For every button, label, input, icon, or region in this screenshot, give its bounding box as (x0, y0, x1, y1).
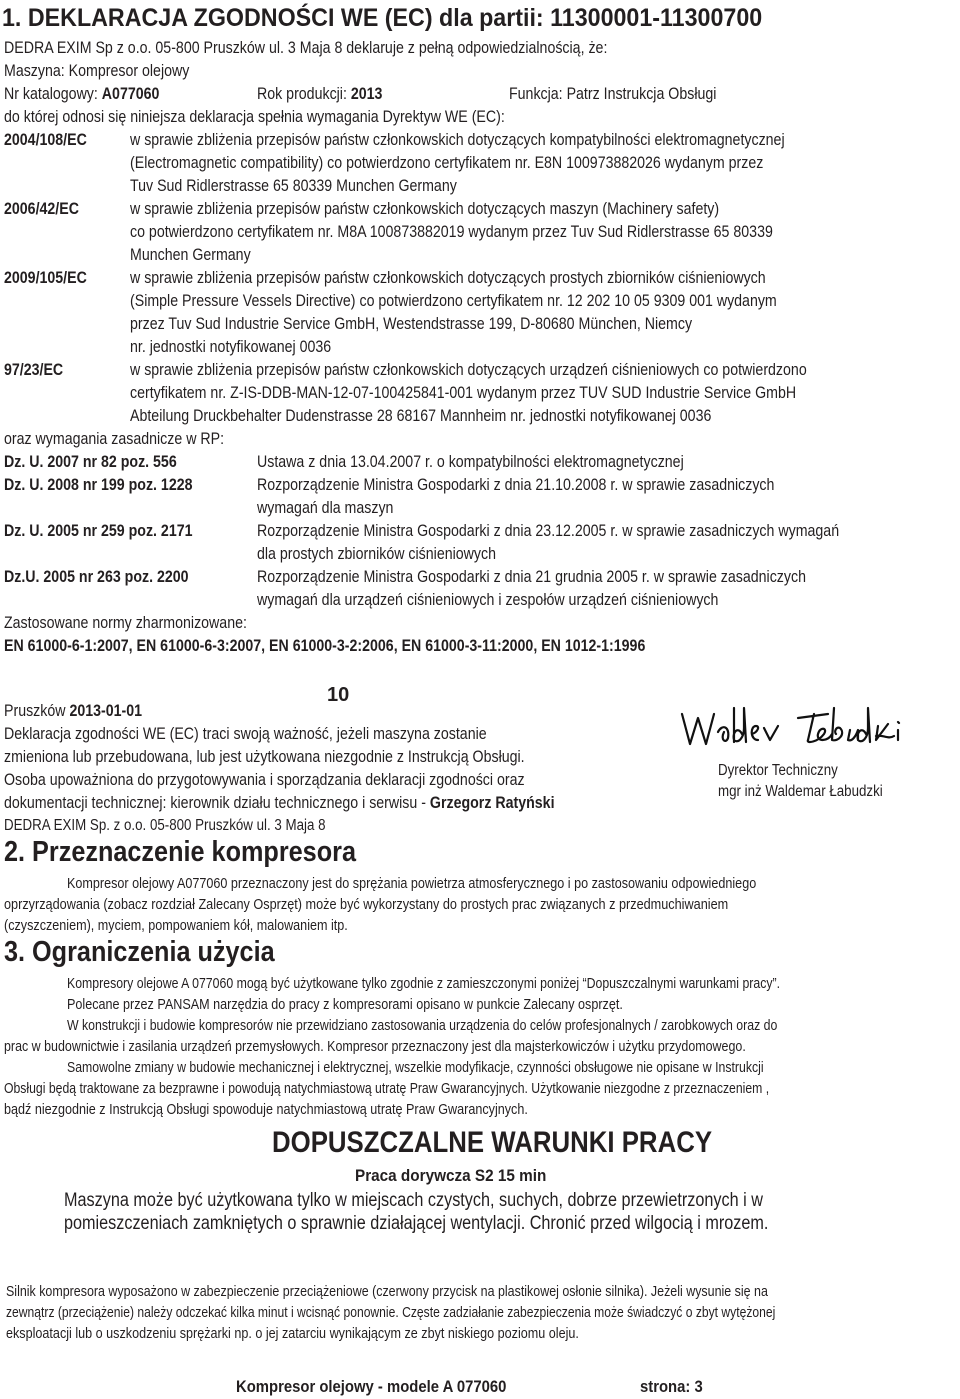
law-ref: Dz.U. 2005 nr 263 poz. 2200 (4, 568, 189, 586)
authorized-name: Grzegorz Ratyński (429, 794, 555, 812)
law-ref: Dz. U. 2005 nr 259 poz. 2171 (4, 522, 193, 540)
conditions-title: DOPUSZCZALNE WARUNKI PRACY (272, 1126, 713, 1159)
signer-name: mgr inż Waldemar Łabudzki (718, 783, 883, 800)
section2-title: 2. Przeznaczenie kompresora (4, 836, 356, 868)
law-line: Rozporządzenie Ministra Gospodarki z dnia 21.10.2008 r. w sprawie zasadniczych (257, 476, 775, 494)
section2-line: oprzyrządowania (zobacz rozdział Zalecany Osprzęt) może być wykorzystany do prostych prac związanych z przedmuchiwaniem (4, 896, 729, 913)
law-line: Rozporządzenie Ministra Gospodarki z dnia 21 grudnia 2005 r. w sprawie zasadniczych (257, 568, 806, 586)
year-field (257, 85, 382, 104)
directive-code: 2004/108/EC (4, 131, 87, 149)
law-line: wymagań dla urządzeń ciśnieniowych i zespołów urządzeń ciśnieniowych (257, 591, 719, 609)
validity-line: zmieniona lub przebudowana, lub jest użytkowana niezgodnie z Instrukcją Obsługi. (4, 748, 525, 766)
note-line: eksploatacji lub o uszkodzeniu sprężarki np. o jej zatarciu wynikającym ze zbyt niskiego poziomu oleju. (6, 1325, 579, 1342)
footer-model: Kompresor olejowy - modele A 077060 (236, 1378, 507, 1396)
authorized-line: Osoba upoważniona do przygotowywania i sporządzania deklaracji zgodności oraz (4, 771, 525, 789)
directive-line: nr. jednostki notyfikowanej 0036 (130, 338, 332, 356)
section2-line: (czyszczeniem), myciem, pompowaniem kół, malowaniem itp. (4, 917, 348, 934)
authorized-line (4, 794, 555, 813)
section3-line: Samowolne zmiany w budowie mechanicznej i elektrycznej, wszelkie modyfikacje, czynności obsługowe nie opisane w Instrukcji (67, 1059, 764, 1076)
conditions-line: Maszyna może być użytkowana tylko w miejscach czystych, suchych, dobrze przewietrzonych i w (64, 1190, 763, 1211)
directive-code: 2009/105/EC (4, 269, 87, 287)
section3-line: Kompresory olejowe A 077060 mogą być użytkowane tylko zgodnie z zamieszczonymi poniżej “Dopuszczalnymi warunkami pracy”. (67, 975, 781, 992)
company-short: DEDRA EXIM Sp. z o.o. 05-800 Pruszków ul. 3 Maja 8 (4, 817, 326, 834)
conditions-line: pomieszczeniach zamkniętych o sprawnie działającej wentylacji. Chronić przed wilgocią i mrozem. (64, 1213, 769, 1234)
directive-line: Abteilung Druckbehalter Dudenstrasse 28 68167 Mannheim nr. jednostki notyfikowanej 0036 (130, 407, 712, 425)
law-line: Rozporządzenie Ministra Gospodarki z dnia 23.12.2005 r. w sprawie zasadniczych wymagań (257, 522, 840, 540)
section2-line: Kompresor olejowy A077060 przeznaczony jest do sprężania powietrza atmosferycznego i po zastosowaniu odpowiedniego (67, 875, 757, 892)
signature-image (678, 704, 948, 752)
directive-line: w sprawie zbliżenia przepisów państw członkowskich dotyczących prostych zbiorników ciśnieniowych (130, 269, 766, 287)
catalog-value: A077060 (101, 85, 160, 103)
company-line: DEDRA EXIM Sp z o.o. 05-800 Pruszków ul. 3 Maja 8 deklaruje z pełną odpowiedzialnością, że: (4, 39, 608, 57)
machine-line: Maszyna: Kompresor olejowy (4, 62, 190, 80)
directive-line: w sprawie zbliżenia przepisów państw członkowskich dotyczących urządzeń ciśnieniowych co potwierdzono (130, 361, 807, 379)
note-line: Silnik kompresora wyposażono w zabezpieczenie przeciążeniowe (czerwony przycisk na plastikowej osłonie silnika). Jeżeli wysunie się na (6, 1283, 768, 1300)
law-line: dla prostych zbiorników ciśnieniowych (257, 545, 496, 563)
catalog-label (4, 85, 159, 104)
norms-list: EN 61000-6-1:2007, EN 61000-6-3:2007, EN 61000-3-2:2006, EN 61000-3-11:2000, EN 1012-1:1996 (4, 637, 646, 655)
year-value: 2013 (350, 85, 383, 103)
directive-line: przez Tuv Sud Industrie Service GmbH, Westendstrasse 199, D-80680 München, Niemcy (130, 315, 693, 333)
function-field: Funkcja: Patrz Instrukcja Obsługi (509, 85, 717, 103)
directive-line: w sprawie zbliżenia przepisów państw członkowskich dotyczących maszyn (Machinery safety) (130, 200, 720, 218)
catalog-label-text: Nr katalogowy: (4, 85, 98, 103)
declaration-date: 2013-01-01 (69, 702, 143, 720)
directive-code: 97/23/EC (4, 361, 64, 379)
page-badge: 10 (327, 684, 350, 706)
directive-line: Tuv Sud Ridlerstrasse 65 80339 Munchen Germany (130, 177, 457, 195)
section3-line: W konstrukcji i budowie kompresorów nie przewidziano zastosowania urządzenia do celów profesjonalnych / zarobkowych oraz do (67, 1017, 778, 1034)
directive-line: w sprawie zbliżenia przepisów państw członkowskich dotyczących kompatybilności elektromagnetycznej (130, 131, 785, 149)
footer-page: strona: 3 (640, 1378, 703, 1396)
section3-line: Obsługi będą traktowane za bezprawne i powodują natychmiastową utratę Praw Gwarancyjnych. Użytkowanie niezgodne z przeznaczeniem , (4, 1080, 770, 1097)
section3-line: Polecane przez PANSAM narzędzia do pracy z kompresorami opisano w punkcie Zalecany osprzęt. (67, 996, 623, 1013)
directive-line: (Simple Pressure Vessels Directive) co potwierdzono certyfikatem nr. 12 202 10 05 9309 001 wydanym (130, 292, 777, 310)
directive-line: co potwierdzono certyfikatem nr. M8A 100873882019 wydanym przez Tuv Sud Ridlerstrasse 65 80339 (130, 223, 773, 241)
law-line: wymagań dla maszyn (257, 499, 394, 517)
law-line: Ustawa z dnia 13.04.2007 r. o kompatybilności elektromagnetycznej (257, 453, 684, 471)
applies-line: do której odnosi się niniejsza deklaracja spełnia wymagania Dyrektyw WE (EC): (4, 108, 505, 126)
section3-line: prac w budownictwie i zasilania urządzeń przemysłowych. Kompresor przeznaczony jest dla majsterkowiczów i użytku przydomowego. (4, 1038, 746, 1055)
norms-label: Zastosowane normy zharmonizowane: (4, 614, 247, 632)
validity-line: Deklaracja zgodności WE (EC) traci swoją ważność, jeżeli maszyna zostanie (4, 725, 487, 743)
directive-code: 2006/42/EC (4, 200, 79, 218)
note-line: zewnątrz (przeciążenie) należy odczekać kilka minut i wcisnąć ponownie. Częste zadziałanie zabezpieczenia może świadczyć o zbyt wytężonej (6, 1304, 776, 1321)
section3-title: 3. Ograniczenia użycia (4, 936, 275, 968)
signer-title: Dyrektor Techniczny (718, 762, 838, 779)
directive-line: Munchen Germany (130, 246, 251, 264)
law-ref: Dz. U. 2007 nr 82 poz. 556 (4, 453, 177, 471)
rp-line: oraz wymagania zasadnicze w RP: (4, 430, 225, 448)
law-ref: Dz. U. 2008 nr 199 poz. 1228 (4, 476, 193, 494)
year-label: Rok produkcji: (257, 85, 347, 103)
directive-line: certyfikatem nr. Z-IS-DDB-MAN-12-07-100425841-001 wydanym przez TUV SUD Industrie Service GmbH (130, 384, 797, 402)
place-date (4, 702, 142, 721)
place-label: Pruszków (4, 702, 66, 720)
authorized-text: dokumentacji technicznej: kierownik działu technicznego i serwisu - (4, 794, 426, 812)
section3-line: bądź niezgodnie z Instrukcją Obsługi spowoduje natychmiastową utratę Praw Gwarancyjnych. (4, 1101, 528, 1118)
conditions-subtitle: Praca dorywcza S2 15 min (355, 1166, 547, 1185)
directive-line: (Electromagnetic compatibility) co potwierdzono certyfikatem nr. E8N 100973882026 wydanym przez (130, 154, 764, 172)
section1-title: 1. DEKLARACJA ZGODNOŚCI WE (EC) dla partii: 11300001-11300700 (2, 4, 763, 32)
